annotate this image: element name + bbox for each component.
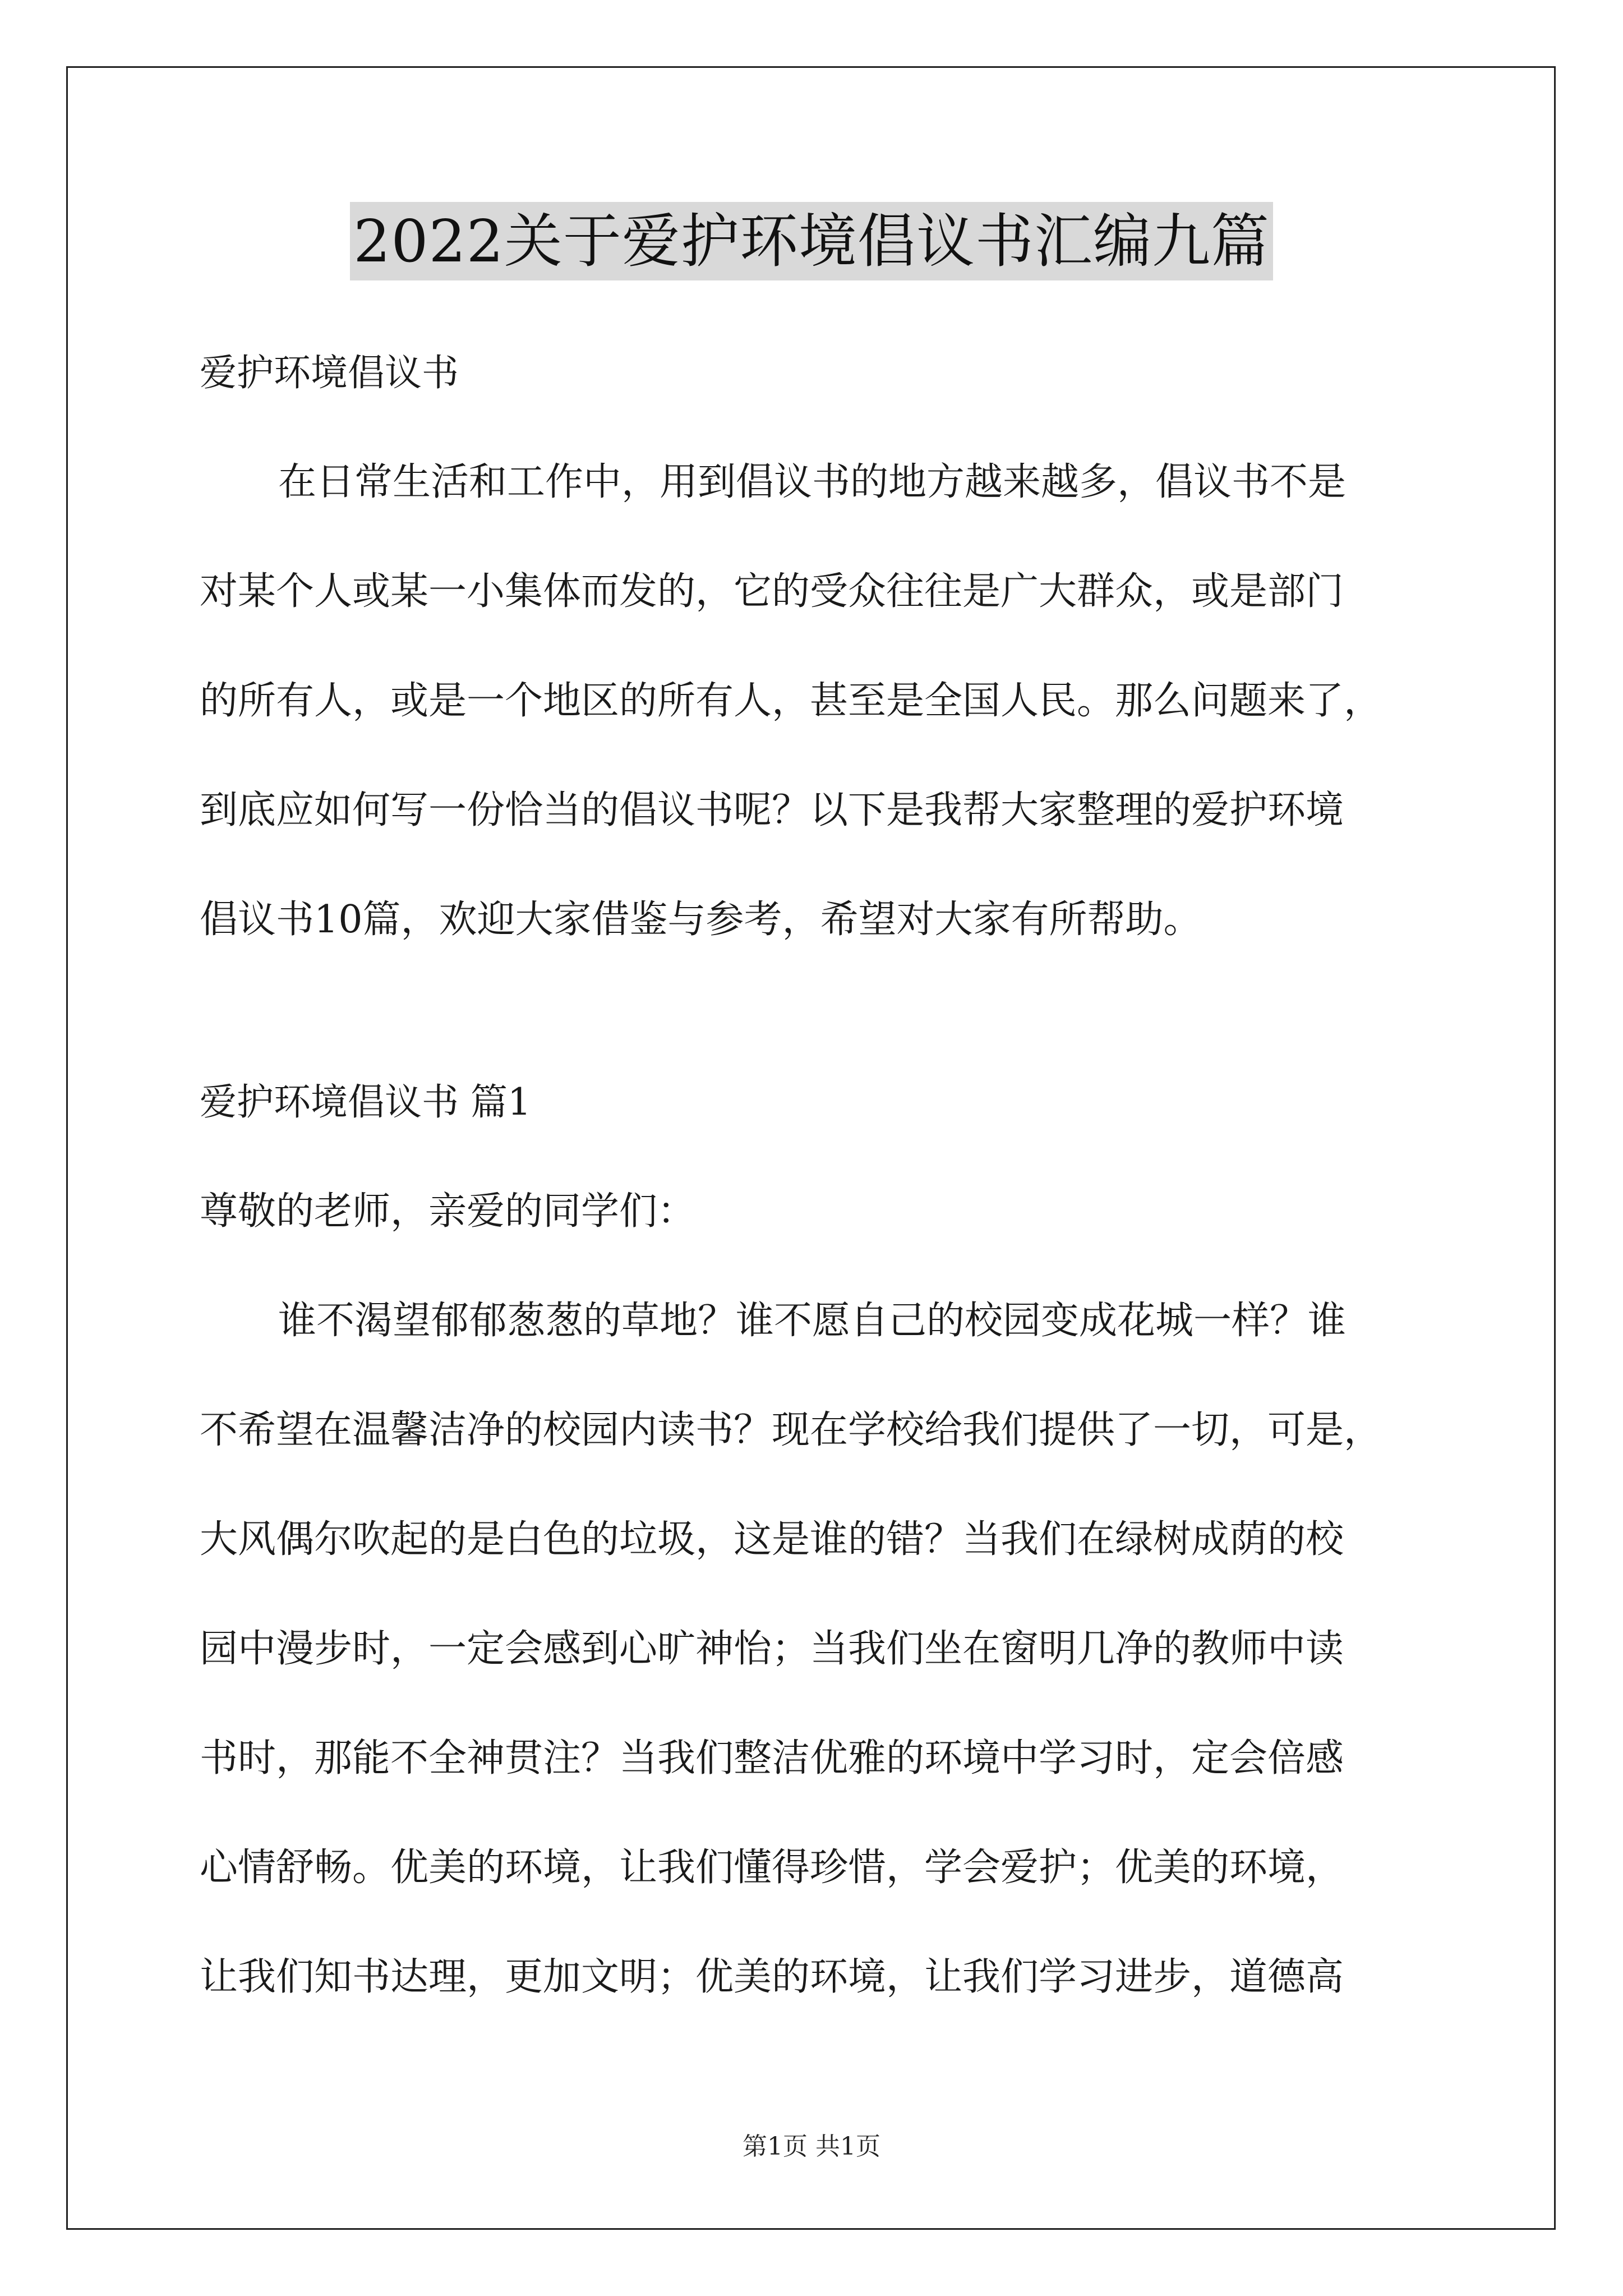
body-line: 心情舒畅。优美的环境，让我们懂得珍惜，学会爱护；优美的环境，: [200, 1846, 1344, 1890]
salutation: 尊敬的老师，亲爱的同学们：: [200, 1189, 696, 1234]
body-line: 大风偶尔吹起的是白色的垃圾，这是谁的错？当我们在绿树成荫的校: [200, 1517, 1344, 1562]
body-line: 书时，那能不全神贯注？当我们整洁优雅的环境中学习时，定会倍感: [200, 1736, 1344, 1780]
body-line: 不希望在温馨洁净的校园内读书？现在学校给我们提供了一切，可是，: [200, 1408, 1382, 1452]
intro-line: 的所有人，或是一个地区的所有人，甚至是全国人民。那么问题来了，: [200, 679, 1382, 723]
body-line: 让我们知书达理，更加文明；优美的环境，让我们学习进步，道德高: [200, 1955, 1344, 1999]
title-container: [0, 202, 1623, 280]
section-heading: 爱护环境倡议书 篇1: [200, 1080, 531, 1124]
intro-line: 对某个人或某一小集体而发的，它的受众往往是广大群众，或是部门: [200, 569, 1344, 614]
document-title: 2022关于爱护环境倡议书汇编九篇: [350, 202, 1273, 280]
page-footer: 第1页 共1页: [743, 2132, 880, 2161]
document-subtitle: 爱护环境倡议书: [200, 351, 459, 394]
body-line: 园中漫步时，一定会感到心旷神怡；当我们坐在窗明几净的教师中读: [200, 1627, 1344, 1671]
intro-line: 到底应如何写一份恰当的倡议书呢？以下是我帮大家整理的爱护环境: [200, 788, 1344, 832]
intro-line: 在日常生活和工作中，用到倡议书的地方越来越多，倡议书不是: [278, 460, 1347, 504]
intro-line: 倡议书10篇，欢迎大家借鉴与参考，希望对大家有所帮助。: [200, 898, 1202, 942]
body-line: 谁不渴望郁郁葱葱的草地？谁不愿自己的校园变成花城一样？谁: [278, 1299, 1347, 1343]
